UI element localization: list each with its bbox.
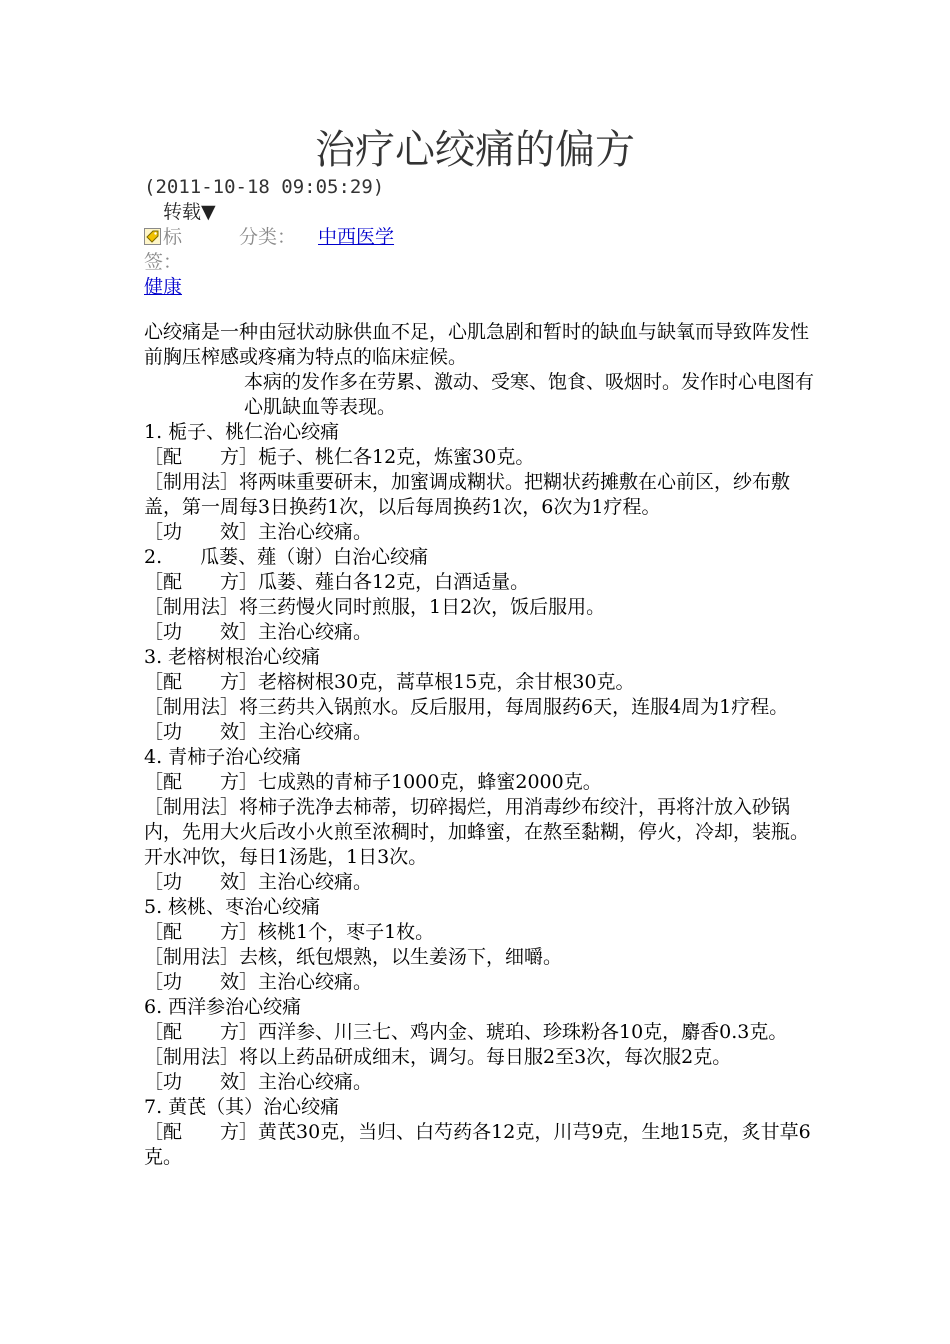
remedy-title: 1. 栀子、桃仁治心绞痛: [144, 421, 340, 443]
remedy-formula: ［配 方］西洋参、川三七、鸡内金、琥珀、珍珠粉各10克，麝香0.3克。: [144, 1021, 788, 1043]
category-label: 分类：: [239, 226, 297, 248]
remedy-title: 5. 核桃、枣治心绞痛: [144, 896, 321, 918]
remedy-title: 4. 青柿子治心绞痛: [144, 746, 302, 768]
tag-link[interactable]: 健康: [144, 276, 183, 298]
remedy-title: 2. 瓜蒌、薤（谢）白治心绞痛: [144, 546, 429, 568]
remedy-effect: ［功 效］主治心绞痛。: [144, 1071, 373, 1093]
remedy-title: 3. 老榕树根治心绞痛: [144, 646, 321, 668]
remedy-effect: ［功 效］主治心绞痛。: [144, 621, 373, 643]
category-link[interactable]: 中西医学: [318, 226, 395, 248]
repost-button[interactable]: 转载▼: [163, 201, 216, 223]
remedy-usage: ［制用法］将三药慢火同时煎服，1日2次，饭后服用。: [144, 596, 606, 618]
remedy-title: 6. 西洋参治心绞痛: [144, 996, 302, 1018]
remedy-usage: ［制用法］将三药共入锅煎水。反后服用，每周服药6天，连服4周为1疗程。: [144, 696, 789, 718]
remedy-formula: ［配 方］七成熟的青柿子1000克，蜂蜜2000克。: [144, 771, 602, 793]
remedy-formula: ［配 方］核桃1个，枣子1枚。: [144, 921, 435, 943]
remedy-usage: ［制用法］将以上药品研成细末，调匀。每日服2至3次，每次服2克。: [144, 1046, 732, 1068]
remedy-effect: ［功 效］主治心绞痛。: [144, 721, 373, 743]
remedy-usage: ［制用法］去核，纸包煨熟，以生姜汤下，细嚼。: [144, 946, 563, 968]
remedy-effect: ［功 效］主治心绞痛。: [144, 521, 373, 543]
remedy-effect: ［功 效］主治心绞痛。: [144, 971, 373, 993]
intro-paragraph: 心绞痛是一种由冠状动脉供血不足，心肌急剧和暂时的缺血与缺氧而导致阵发性前胸压榨感或疼痛为特点的临床症候。: [144, 321, 810, 368]
tag-icon: [144, 228, 161, 245]
tag-label: 标: [163, 226, 183, 248]
article-body: [144, 320, 824, 1170]
remedy-formula: ［配 方］栀子、桃仁各12克，炼蜜30克。: [144, 446, 535, 468]
remedy-formula: ［配 方］老榕树根30克，蒿草根15克，余甘根30克。: [144, 671, 635, 693]
tag-category-row: [144, 224, 394, 250]
remedy-formula: ［配 方］瓜蒌、薤白各12克，白酒适量。: [144, 571, 530, 593]
remedy-usage: ［制用法］将两味重要研末，加蜜调成糊状。把糊状药摊敷在心前区，纱布敷盖，第一周每3日换药1次，以后每周换药1次，6次为1疗程。: [144, 471, 791, 518]
post-datetime: (2011-10-18 09:05:29): [144, 176, 385, 198]
remedy-effect: ［功 效］主治心绞痛。: [144, 871, 373, 893]
remedy-formula: ［配 方］黄芪30克，当归、白芍药各12克，川芎9克，生地15克，炙甘草6克。: [144, 1121, 811, 1168]
intro-paragraph: 本病的发作多在劳累、激动、受寒、饱食、吸烟时。发作时心电图有心肌缺血等表现。: [244, 371, 815, 418]
page-title: 治疗心绞痛的偏方: [315, 127, 635, 173]
tag-link-wrapper: [144, 274, 182, 300]
remedy-title: 7. 黄芪（其）治心绞痛: [144, 1096, 340, 1118]
remedy-usage: ［制用法］将柿子洗净去柿蒂，切碎揭烂，用消毒纱布绞汁，再将汁放入砂锅内，先用大火后改小火煎至浓稠时，加蜂蜜，在熬至黏糊，停火，冷却，装瓶。开水冲饮，每日1汤匙，1日3次。: [144, 796, 810, 868]
tag-label-continued: 签：: [144, 251, 183, 273]
